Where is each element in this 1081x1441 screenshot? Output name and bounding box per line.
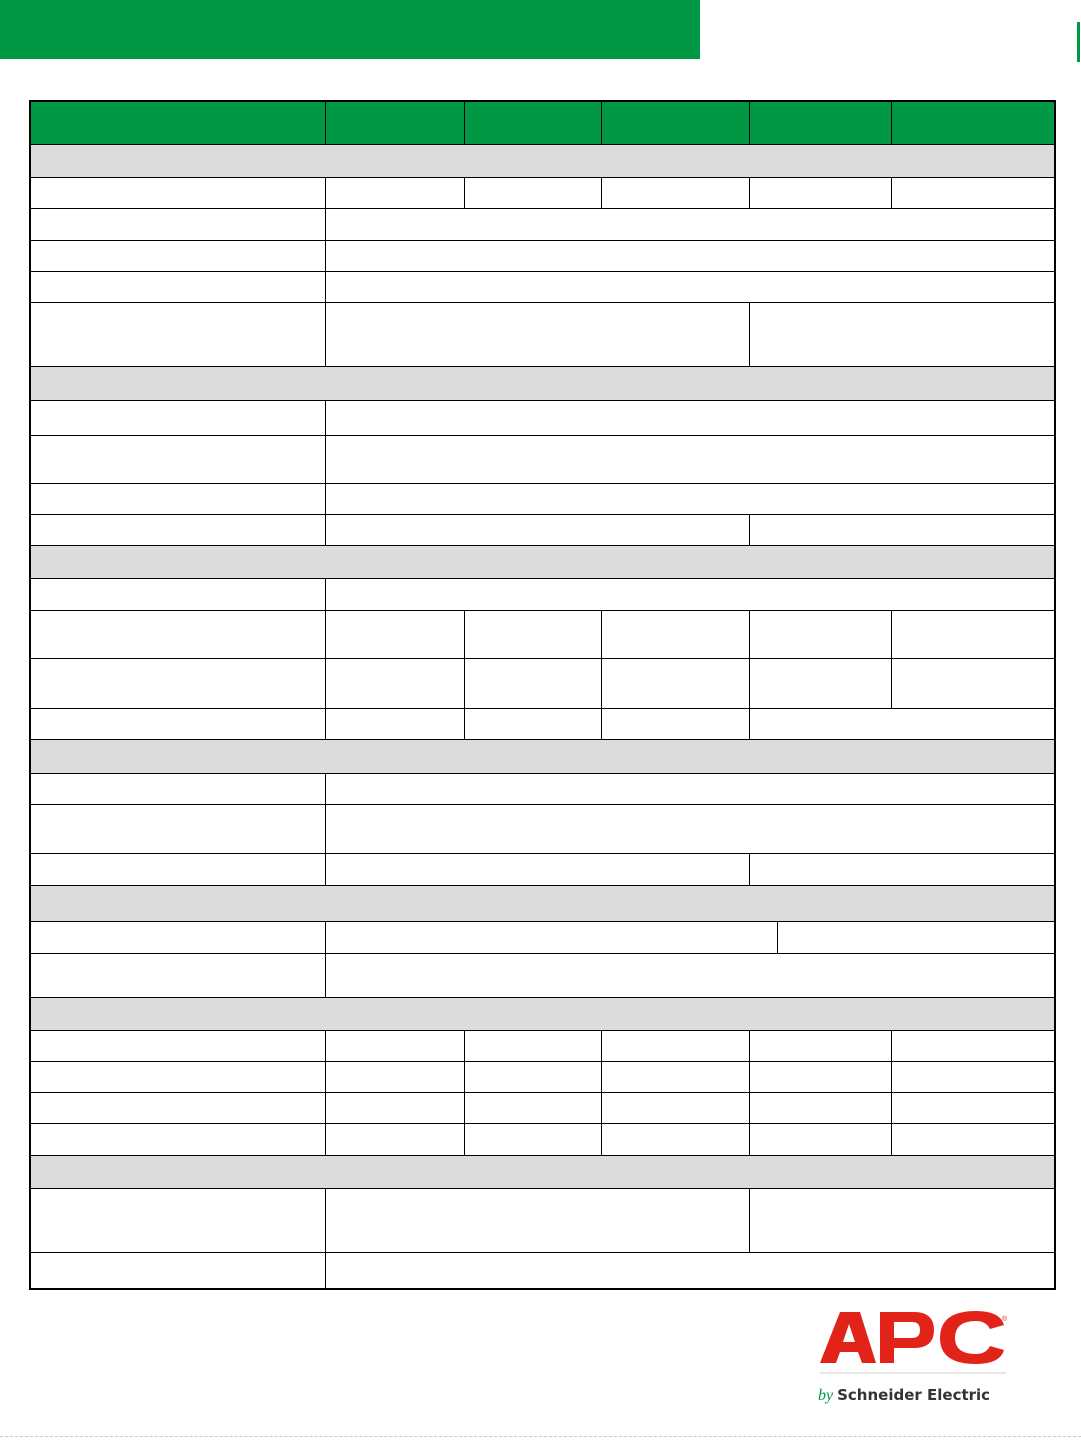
- table-row: [30, 208, 1055, 240]
- header-cell: [749, 101, 891, 144]
- table-row: [30, 921, 1055, 953]
- section-header-row: [30, 885, 1055, 921]
- page-footer-rule: [0, 1436, 1081, 1437]
- table-row: [30, 1061, 1055, 1092]
- table-row: [30, 1188, 1055, 1252]
- table-row: [30, 658, 1055, 708]
- section-header-row: [30, 545, 1055, 578]
- section-header-row: [30, 1155, 1055, 1188]
- table-row: [30, 853, 1055, 885]
- table-row: [30, 708, 1055, 739]
- header-cell: [30, 101, 325, 144]
- table-row: [30, 953, 1055, 997]
- table-row: [30, 804, 1055, 853]
- section-header-row: [30, 144, 1055, 177]
- table-header-row: [30, 101, 1055, 144]
- table-row: [30, 1092, 1055, 1123]
- logo-byline: [818, 1384, 1018, 1406]
- table-row: [30, 773, 1055, 804]
- table-row: [30, 1123, 1055, 1155]
- table-row: [30, 1030, 1055, 1061]
- table-row: [30, 1252, 1055, 1289]
- header-cell: [601, 101, 749, 144]
- header-cell: [325, 101, 464, 144]
- registered-mark: ®: [1002, 1316, 1008, 1323]
- table-row: [30, 610, 1055, 658]
- section-header-row: [30, 997, 1055, 1030]
- header-banner: [0, 0, 700, 59]
- table-row: [30, 240, 1055, 271]
- header-cell: [464, 101, 601, 144]
- logo-company-name: Schneider Electric: [837, 1386, 991, 1404]
- section-header-row: [30, 739, 1055, 773]
- table-row: [30, 302, 1055, 366]
- table-row: [30, 483, 1055, 514]
- table-row: [30, 400, 1055, 435]
- page-edge-mark: [1077, 22, 1080, 62]
- table-row: [30, 435, 1055, 483]
- header-cell: [891, 101, 1055, 144]
- table-row: [30, 271, 1055, 302]
- section-header-row: [30, 366, 1055, 400]
- logo-by-text: by: [818, 1387, 834, 1404]
- table-row: [30, 578, 1055, 610]
- table-row: [30, 514, 1055, 545]
- spec-table: [29, 100, 1056, 1290]
- table-row: [30, 177, 1055, 208]
